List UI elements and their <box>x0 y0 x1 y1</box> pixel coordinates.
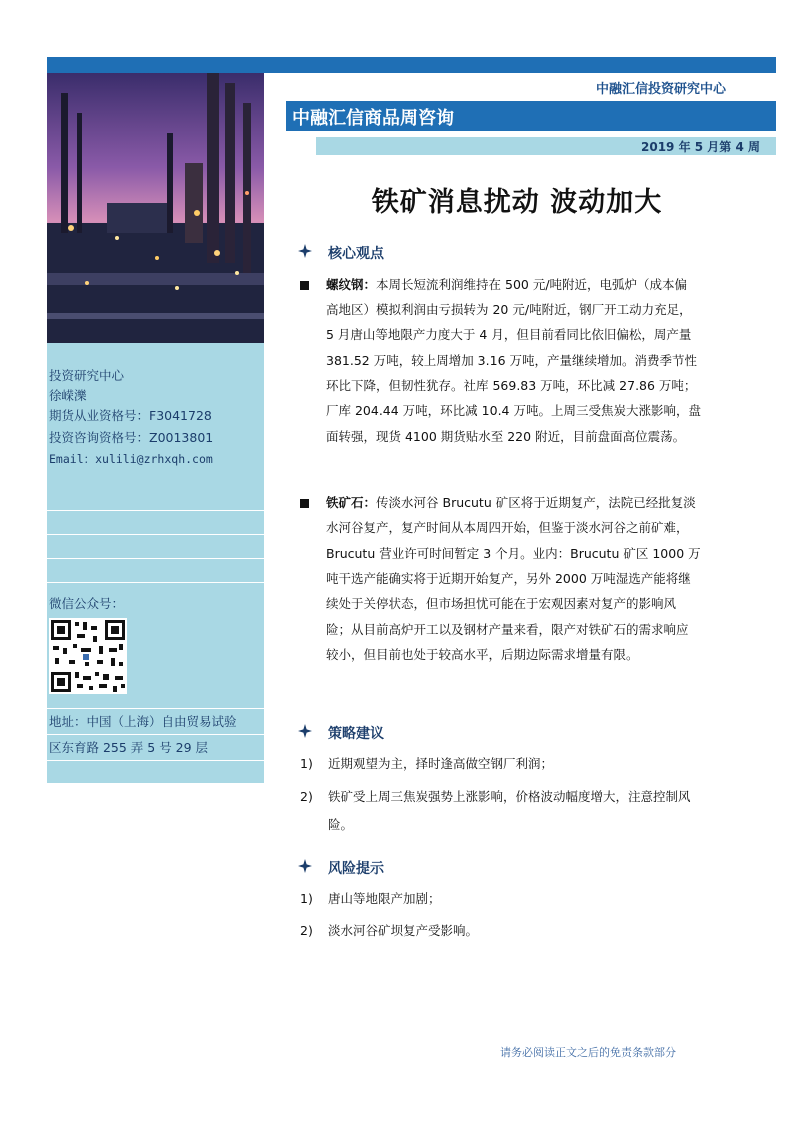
sidebar-address-line1: 地址：中国（上海）自由贸易试验 <box>49 714 237 729</box>
list-number: 2) <box>300 923 313 938</box>
rebar-line: 面转强，现货 4100 期货贴水至 220 附近，目前盘面高位震荡。 <box>326 429 686 444</box>
sidebar-divider <box>47 734 264 735</box>
sidebar-analyst: 徐嵘濼 <box>49 388 87 403</box>
sidebar-divider <box>47 534 264 535</box>
header-band <box>47 57 776 73</box>
square-bullet-icon <box>300 281 309 290</box>
iron-ore-line: Brucutu 营业许可时间暂定 3 个月。业内：Brucutu 矿区 1000 万 <box>326 546 701 561</box>
section-title: 风险提示 <box>328 861 384 877</box>
sidebar-dept: 投资研究中心 <box>49 368 125 383</box>
iron-ore-line: 铁矿石：传淡水河谷 Brucutu 矿区将于近期复产，法院已经批复淡 <box>326 495 696 510</box>
four-point-star-icon <box>298 859 314 877</box>
rebar-line: 环比下降，但韧性犹存。社库 569.83 万吨，环比减 27.86 万吨； <box>326 378 697 393</box>
report-series-bar <box>286 101 776 131</box>
four-point-star-icon <box>298 724 314 742</box>
section-title: 核心观点 <box>328 246 384 262</box>
sidebar-wechat-label: 微信公众号： <box>49 596 125 611</box>
report-week: 2019 年 5 月第 4 周 <box>641 140 760 154</box>
section-core-views <box>298 243 384 263</box>
list-item: 唐山等地限产加剧； <box>328 891 441 906</box>
sidebar-futures-license: 期货从业资格号：F3041728 <box>49 408 212 423</box>
list-item: 险。 <box>328 817 354 832</box>
sidebar-divider <box>47 760 264 761</box>
report-week-bar <box>316 137 776 155</box>
iron-ore-line: 续处于关停状态，但市场担忧可能在于宏观因素对复产的影响风 <box>326 596 677 611</box>
refinery-photo <box>47 73 264 343</box>
sidebar-divider <box>47 708 264 709</box>
list-number: 2) <box>300 789 313 804</box>
sidebar-divider <box>47 558 264 559</box>
section-risk <box>298 858 384 878</box>
square-bullet-icon <box>300 499 309 508</box>
sidebar-divider <box>47 510 264 511</box>
list-number: 1) <box>300 756 313 771</box>
iron-ore-line: 险；从目前高炉开工以及钢材产量来看，限产对铁矿石的需求响应 <box>326 622 689 637</box>
section-strategy <box>298 723 384 743</box>
sidebar-address-line2: 区东育路 255 弄 5 号 29 层 <box>49 740 209 755</box>
rebar-line: 厂库 204.44 万吨，环比减 10.4 万吨。上周三受焦炭大涨影响，盘 <box>326 403 701 418</box>
sidebar-email[interactable]: Email：xulili@zrhxqh.com <box>49 452 213 466</box>
wechat-qr-code <box>49 618 127 694</box>
rebar-label: 螺纹钢： <box>326 277 377 292</box>
list-item: 淡水河谷矿坝复产受影响。 <box>328 923 479 938</box>
iron-ore-line: 较小，但目前也处于较高水平，后期边际需求增量有限。 <box>326 647 639 662</box>
sidebar-divider <box>47 582 264 583</box>
rebar-line: 螺纹钢：本周长短流利润维持在 500 元/吨附近，电弧炉（成本偏 <box>326 277 688 292</box>
org-name: 中融汇信投资研究中心 <box>595 82 726 97</box>
section-title: 策略建议 <box>328 726 384 742</box>
report-series-title: 中融汇信商品周咨询 <box>292 108 454 129</box>
iron-ore-line: 水河谷复产，复产时间从本周四开始，但鉴于淡水河谷之前矿难， <box>326 520 689 535</box>
footer-disclaimer: 请务必阅读正文之后的免责条款部分 <box>500 1046 676 1059</box>
list-item: 近期观望为主，择时逢高做空钢厂利润； <box>328 756 554 771</box>
rebar-line: 381.52 万吨，较上周增加 3.16 万吨，产量继续增加。消费季节性 <box>326 353 697 368</box>
four-point-star-icon <box>298 244 314 262</box>
rebar-line: 5 月唐山等地限产力度大于 4 月，但目前看同比依旧偏松，周产量 <box>326 327 692 342</box>
iron-ore-label: 铁矿石： <box>326 495 377 510</box>
list-number: 1) <box>300 891 313 906</box>
sidebar-advisory-license: 投资咨询资格号：Z0013801 <box>49 430 214 445</box>
iron-ore-line: 吨干选产能确实将于近期开始复产，另外 2000 万吨湿选产能将继 <box>326 571 691 586</box>
rebar-line: 高地区）模拟利润由亏损转为 20 元/吨附近，钢厂开工动力充足， <box>326 302 692 317</box>
list-item: 铁矿受上周三焦炭强势上涨影响，价格波动幅度增大，注意控制风 <box>328 789 691 804</box>
page-title: 铁矿消息扰动 波动加大 <box>371 187 663 218</box>
